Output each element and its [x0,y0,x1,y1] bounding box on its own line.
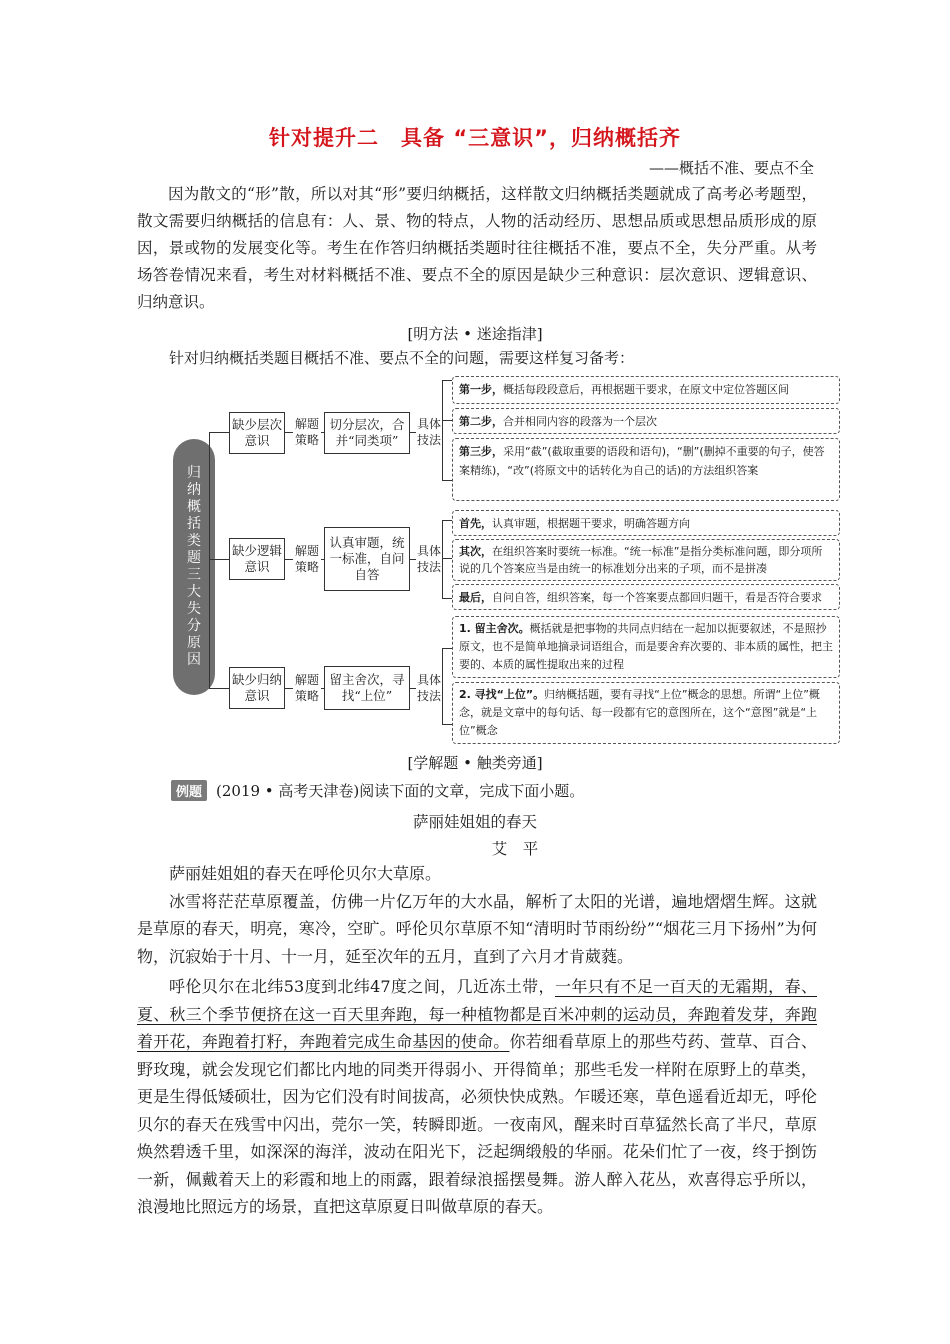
branch3-strategy-box: 留主舍次，寻找“上位” [324,666,410,710]
connector [285,559,293,560]
branch3-lack-box: 缺少归纳意识 [229,667,285,709]
connector [209,432,210,688]
connector [285,688,293,689]
connector [442,648,443,724]
connector [442,520,443,598]
intro-text: 因为散文的“形”散，所以对其“形”要归纳概括，这样散文归纳概括类题就成了高考必考题型，散文需要归纳概括的信息有：人、景、物的特点，人物的活动经历、思想品质或思想品质形成的原因，景或物的发展变化等。考生在作答归纳概括类题时往往概括不准，要点不全，失分严重。从考场答卷情况来看，考生对材料概括不准、要点不全的原因是缺少三种意识：层次意识、逻辑意识、归纳意识。 [137,185,817,311]
branch3-strategy-label: 解题策略 [294,673,319,703]
branch2-step-1: 首先，认真审题，根据题干要求，明确答题方向 [452,510,840,536]
connector [442,380,452,381]
branch1-step-2: 第二步，合并相同内容的段落为一个层次 [452,408,840,434]
connector [442,480,452,481]
connector [442,724,452,725]
connector [442,420,452,421]
diagram-root: 归 纳 概 括 类 题 三 大 失 分 原 因 [173,439,215,695]
example-badge: 例题 [171,780,207,801]
branch2-lack-box: 缺少逻辑意识 [229,538,285,580]
connector [442,520,452,521]
section-heading-method: [明方法 • 迷途指津] [407,325,543,343]
passage-author: 艾 平 [491,840,539,858]
connector [209,432,229,433]
passage-paragraph-1: 萨丽娃姐姐的春天在呼伦贝尔大草原。 [169,864,442,883]
branch2-tech-label: 具体技法 [416,544,441,574]
section-heading-practice: [学解题 • 触类旁通] [407,754,543,772]
passage-body [137,860,817,1221]
connector [209,559,229,560]
branch2-strategy-box: 认真审题，统一标准，自问自答 [324,527,410,591]
connector [209,688,229,689]
branch2-step-2: 其次，在组织答案时要统一标准。“统一标准”是指分类标准问题，即分项所说的几个答案应当是由统一的标准划分出来的子项，而不是拼凑 [452,539,840,581]
branch1-tech-label: 具体技法 [416,417,441,447]
branch2-step-3: 最后，自问自答，组织答案，每一个答案要点都回归题干，看是否符合要求 [452,584,840,610]
branch3-tech-label: 具体技法 [416,673,441,703]
branch1-step-3: 第三步，采用“截”(截取重要的语段和语句)，“删”(删掉不重要的句子，使答案精练)，“改”(将原文中的话转化为自己的话)的方法组织答案 [452,438,840,501]
connector [442,598,452,599]
page-subtitle: ——概括不准、要点不全 [648,159,814,177]
passage-paragraph-3: 呼伦贝尔在北纬53度到北纬47度之间，几近冻土带，一年只有不足一百天的无霜期，春、夏、秋三个季节便挤在这一百天里奔跑，每一种植物都是百米冲刺的运动员，奔跑着发芽，奔跑着开花，奔跑着打籽，奔跑着完成生命基因的使命。你若细看草原上的那些芍药、萱草、百合、野玫瑰，就会发现它们都比内地的同类开得弱小、开得简单；那些毛发一样附在原野上的草类，更是生得低矮硕壮，因为它们没有时间拔高，必须快快成熟。乍暖还寒，草色遥看近却无，呼伦贝尔的春天在残雪中闪出，莞尔一笑，转瞬即逝。一夜南风，醒来时百草猛然长高了半尺，草原焕然碧透千里，如深深的海洋，波动在阳光下，泛起绸缎般的华丽。花朵们忙了一夜，终于捯饬一新，佩戴着天上的彩霞和地上的雨露，跟着绿浪摇摆曼舞。游人醉入花丛，欢喜得忘乎所以，浪漫地比照远方的场景，直把这草原夏日叫做草原的春天。 [137,977,817,1216]
page-title: 针对提升二 具备 “三意识”，归纳概括齐 [269,126,681,150]
branch1-strategy-label: 解题策略 [294,417,319,447]
branch1-step-1: 第一步，概括每段段意后，再根据题干要求，在原文中定位答题区间 [452,376,840,404]
mind-map-diagram [165,372,845,752]
branch2-strategy-label: 解题策略 [294,544,319,574]
intro-paragraph [137,181,817,316]
branch1-lack-box: 缺少层次意识 [229,412,285,454]
connector [442,648,452,649]
underlined-sentence: 一年只有不足一百天的无霜期，春、夏、秋三个季节便挤在这一百天里奔跑，每一种植物都是百米冲刺的运动员，奔跑着发芽，奔跑着开花，奔跑着打籽，奔跑着完成生命基因的使命。 [137,977,817,1051]
example-instruction: (2019 • 高考天津卷)阅读下面的文章，完成下面小题。 [216,782,585,800]
branch3-step-2: 2. 寻找“上位”。归纳概括题，要有寻找“上位”概念的思想。所谓“上位”概念，就是文章中的每句话、每一段都有它的意图所在，这个“意图”就是“上位”概念 [452,682,840,744]
connector [442,380,443,480]
connector [442,558,452,559]
branch1-strategy-box: 切分层次，合并“同类项” [324,412,410,454]
connector [285,432,293,433]
passage-title: 萨丽娃姐姐的春天 [412,813,537,831]
branch3-step-1: 1. 留主舍次。概括就是把事物的共同点归结在一起加以扼要叙述，不是照抄原文，也不是简单地摘录词语组合，而是要舍弃次要的、非本质的属性，把主要的、本质的属性提取出来的过程 [452,616,840,678]
method-intro: 针对归纳概括类题目概括不准、要点不全的问题，需要这样复习备考： [169,349,635,367]
passage-paragraph-2: 冰雪将茫茫草原覆盖，仿佛一片亿万年的大水晶，解析了太阳的光谱，遍地熠熠生辉。这就是草原的春天，明亮，寒冷，空旷。呼伦贝尔草原不知“清明时节雨纷纷”“烟花三月下扬州”为何物，沉寂始于十月、十一月，延至次年的五月，直到了六月才肯葳蕤。 [137,891,817,966]
